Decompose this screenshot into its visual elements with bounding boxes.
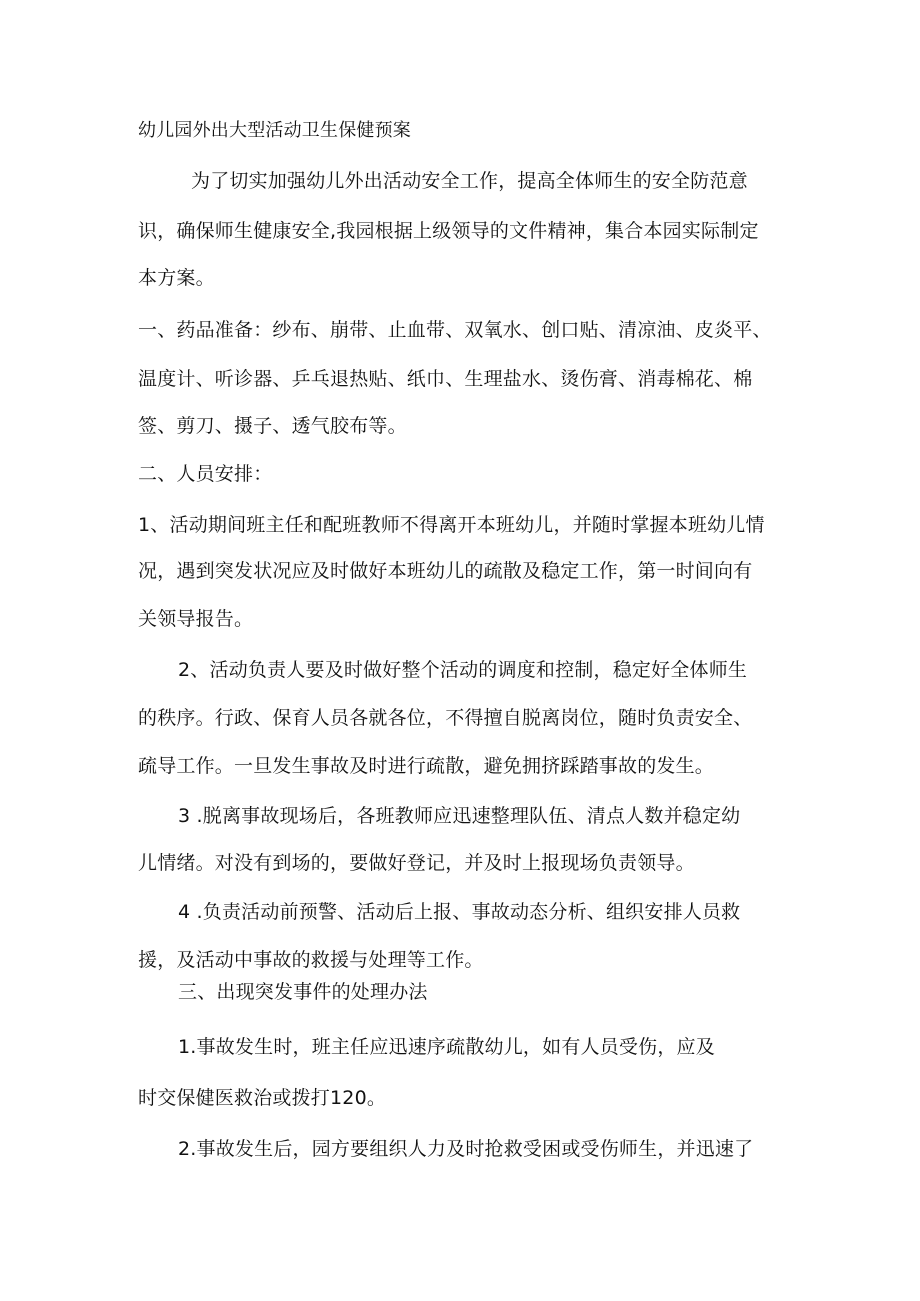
section1-line-2: 温度计、听诊器、乒乓退热贴、纸巾、生理盐水、烫伤膏、消毒棉花、棉	[138, 368, 753, 390]
item1-line-2: 况，遇到突发状况应及时做好本班幼儿的疏散及稳定工作，第一时间向有	[138, 560, 753, 582]
item3-line-2: 儿情绪。对没有到场的，要做好登记，并及时上报现场负责领导。	[138, 852, 695, 874]
item4-line-1: 4 .负责活动前预警、活动后上报、事故动态分析、组织安排人员救	[178, 901, 741, 923]
section1-line-3: 签、剪刀、摄子、透气胶布等。	[138, 415, 407, 437]
section2-heading: 二、人员安排：	[138, 463, 273, 485]
section1-line-1: 一、药品准备：纱布、崩带、止血带、双氧水、创口贴、清凉油、皮炎平、	[138, 319, 772, 341]
item4-line-2: 援，及活动中事故的救援与处理等工作。	[138, 949, 484, 971]
item1-line-3: 关领导报告。	[138, 608, 254, 630]
intro-line-2: 识，确保师生健康安全,我园根据上级领导的文件精神，集合本园实际制定	[138, 220, 759, 242]
item2-line-1: 2、活动负责人要及时做好整个活动的调度和控制，稳定好全体师生	[178, 659, 748, 681]
document-title: 幼儿园外出大型活动卫生保健预案	[138, 120, 411, 141]
intro-line-1: 为了切实加强幼儿外出活动安全工作，提高全体师生的安全防范意	[191, 170, 748, 192]
sub2-line-1: 2.事故发生后，园方要组织人力及时抢救受困或受伤师生，并迅速了	[178, 1138, 754, 1160]
sub1-line-2: 时交保健医救治或拨打120。	[138, 1087, 387, 1109]
item2-line-3: 疏导工作。一旦发生事故及时进行疏散，避免拥挤踩踏事故的发生。	[138, 755, 715, 777]
item1-line-1: 1、活动期间班主任和配班教师不得离开本班幼儿，并随时掌握本班幼儿情	[138, 514, 765, 536]
item3-line-1: 3 .脱离事故现场后，各班教师应迅速整理队伍、清点人数并稳定幼	[178, 805, 741, 827]
intro-line-3: 本方案。	[138, 267, 215, 289]
sub1-line-1: 1.事故发生时，班主任应迅速序疏散幼儿，如有人员受伤，应及	[178, 1036, 715, 1058]
item2-line-2: 的秩序。行政、保育人员各就各位，不得擅自脱离岗位，随时负责安全、	[138, 707, 753, 729]
section3-heading: 三、出现突发事件的处理办法	[178, 981, 428, 1003]
